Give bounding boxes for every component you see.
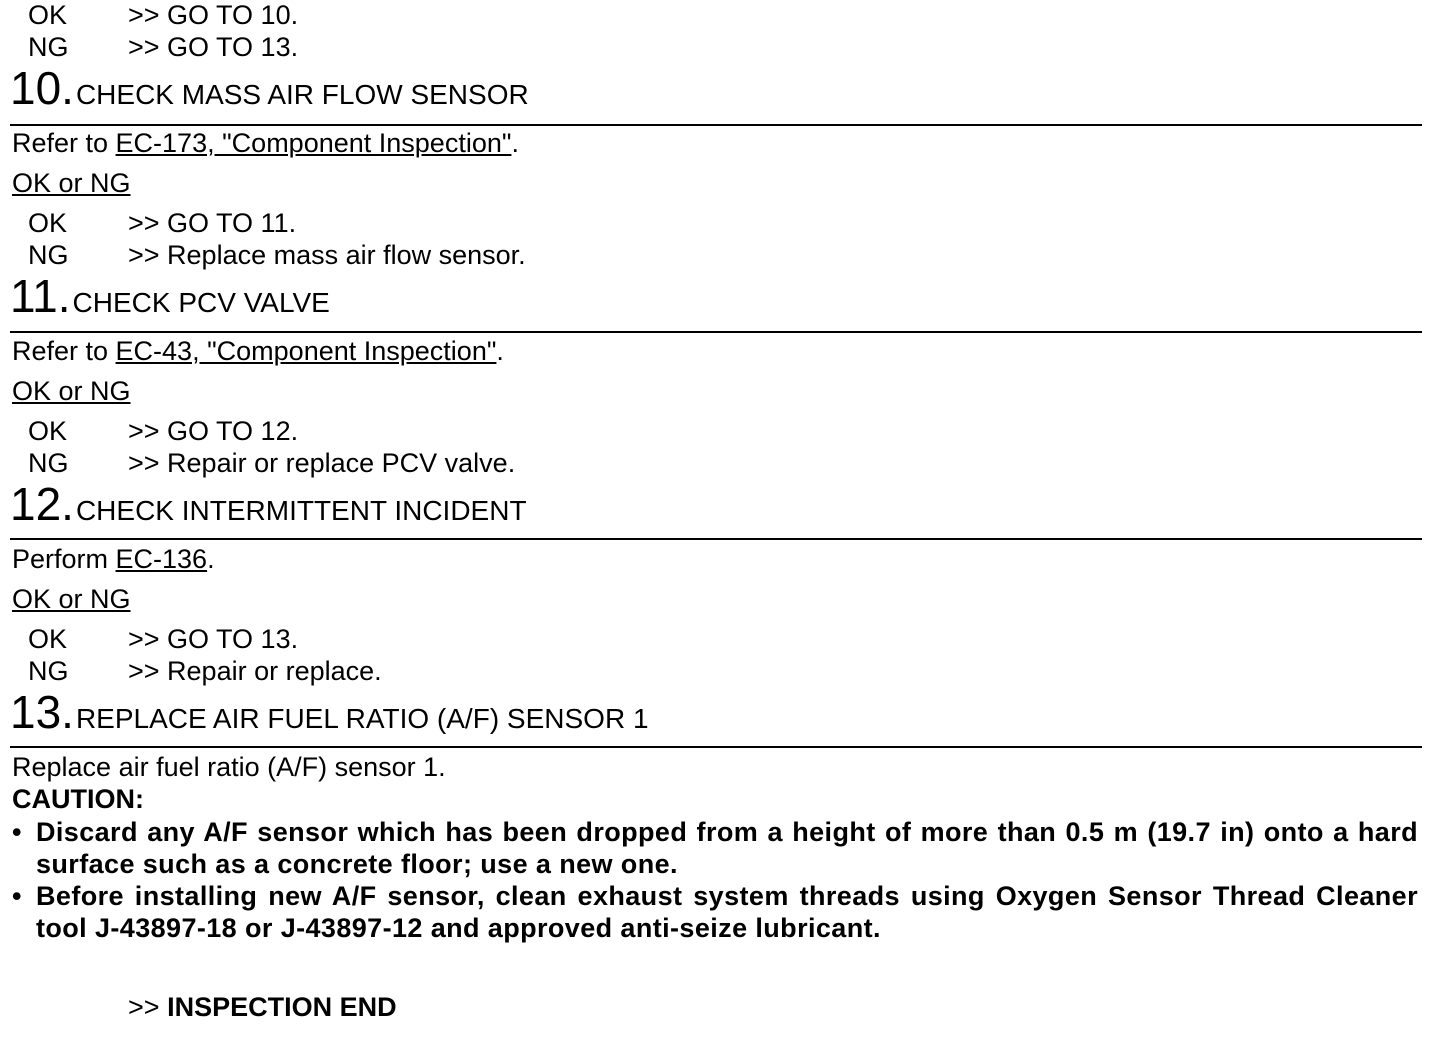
instruction-suffix: . [496, 336, 504, 366]
instruction-suffix: . [207, 544, 215, 574]
result-ng-label: NG [28, 32, 69, 62]
step-12-instruction [12, 544, 215, 574]
step-10-instruction [12, 128, 519, 158]
result-ng-label: NG [28, 656, 69, 686]
ok-or-ng-heading: OK or NG [12, 584, 131, 614]
step-number: 10. [10, 62, 74, 114]
step-13-heading [10, 688, 649, 736]
step-13-instruction: Replace air fuel ratio (A/F) sensor 1. [12, 752, 446, 782]
step-divider [10, 124, 1422, 126]
instruction-text: Refer to [12, 128, 116, 158]
step-10-heading [10, 64, 529, 112]
result-ng-action: >> Repair or replace PCV valve. [128, 448, 516, 478]
step-title: CHECK MASS AIR FLOW SENSOR [75, 79, 529, 110]
caution-bullet-2: Before installing new A/F sensor, clean exhaust system threads using Oxygen Sensor Thread Cleaner tool J-43897-18 or J-43897-12 and approved anti-seize lubricant. [36, 881, 1418, 943]
result-ng-action: >> Repair or replace. [128, 656, 382, 686]
result-ok-action: >> GO TO 10. [128, 0, 299, 30]
reference-link-ec-136[interactable]: EC-136 [115, 544, 208, 574]
result-ok-label: OK [28, 624, 68, 654]
step-11-instruction [12, 336, 504, 366]
bullet-marker: • [12, 817, 22, 847]
inspection-end [128, 992, 397, 1022]
caution-bullet-1: Discard any A/F sensor which has been dropped from a height of more than 0.5 m (19.7 in) onto a hard surface such as a concrete floor; use a new one. [36, 817, 1418, 879]
ok-or-ng-heading: OK or NG [12, 376, 131, 406]
end-arrow: >> [128, 992, 160, 1022]
step-title: CHECK INTERMITTENT INCIDENT [75, 495, 527, 526]
step-title: CHECK PCV VALVE [72, 287, 330, 318]
result-ok-action: >> GO TO 13. [128, 624, 299, 654]
instruction-suffix: . [511, 128, 519, 158]
step-12-heading [10, 480, 527, 528]
instruction-text: Refer to [12, 336, 116, 366]
result-ng-action: >> Replace mass air flow sensor. [128, 240, 526, 270]
reference-link-ec-43[interactable]: EC-43, "Component Inspection" [115, 336, 497, 366]
result-ng-action: >> GO TO 13. [128, 32, 299, 62]
step-11-heading [10, 272, 330, 320]
step-number: 11. [10, 270, 71, 322]
ok-or-ng-heading: OK or NG [12, 168, 131, 198]
caution-heading: CAUTION: [12, 784, 144, 814]
step-number: 12. [10, 478, 74, 530]
result-ng-label: NG [28, 240, 69, 270]
step-number: 13. [10, 686, 74, 738]
bullet-marker: • [12, 881, 22, 911]
step-title: REPLACE AIR FUEL RATIO (A/F) SENSOR 1 [75, 703, 649, 734]
end-text: INSPECTION END [167, 992, 397, 1022]
result-ok-label: OK [28, 416, 68, 446]
result-ng-label: NG [28, 448, 69, 478]
result-ok-label: OK [28, 0, 68, 30]
reference-link-ec-173[interactable]: EC-173, "Component Inspection" [115, 128, 512, 158]
instruction-text: Perform [12, 544, 116, 574]
step-divider [10, 331, 1422, 333]
result-ok-action: >> GO TO 11. [128, 208, 297, 238]
step-divider [10, 538, 1422, 540]
step-divider [10, 746, 1422, 748]
result-ok-label: OK [28, 208, 68, 238]
result-ok-action: >> GO TO 12. [128, 416, 299, 446]
